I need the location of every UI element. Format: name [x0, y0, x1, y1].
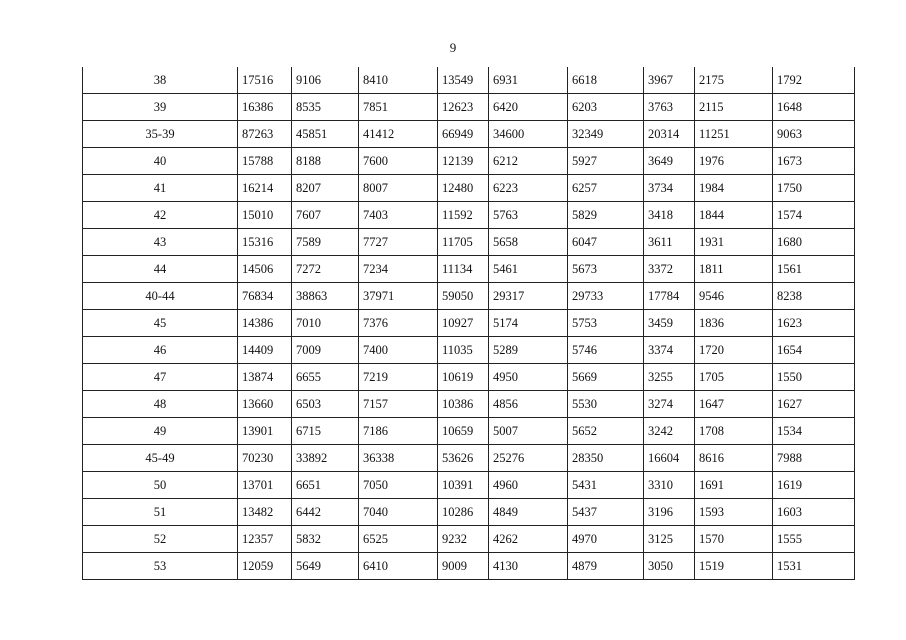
value-cell: 7988: [773, 445, 855, 472]
value-cell: 53626: [438, 445, 489, 472]
value-cell: 4856: [489, 391, 568, 418]
page-number: 9: [449, 40, 457, 55]
value-cell: 1720: [695, 337, 773, 364]
value-cell: 6618: [568, 67, 644, 94]
value-cell: 5174: [489, 310, 568, 337]
value-cell: 7009: [292, 337, 359, 364]
value-cell: 1603: [773, 499, 855, 526]
value-cell: 3372: [644, 256, 695, 283]
value-cell: 3050: [644, 553, 695, 580]
value-cell: 36338: [359, 445, 438, 472]
table-row: [83, 175, 855, 202]
value-cell: 7727: [359, 229, 438, 256]
age-cell: 41: [83, 175, 238, 202]
value-cell: 59050: [438, 283, 489, 310]
value-cell: 4960: [489, 472, 568, 499]
table-row: [83, 526, 855, 553]
value-cell: 1648: [773, 94, 855, 121]
value-cell: 11592: [438, 202, 489, 229]
value-cell: 13482: [238, 499, 292, 526]
value-cell: 3374: [644, 337, 695, 364]
value-cell: 3459: [644, 310, 695, 337]
value-cell: 7851: [359, 94, 438, 121]
value-cell: 5530: [568, 391, 644, 418]
value-cell: 6931: [489, 67, 568, 94]
value-cell: 10286: [438, 499, 489, 526]
value-cell: 7040: [359, 499, 438, 526]
value-cell: 4970: [568, 526, 644, 553]
value-cell: 15788: [238, 148, 292, 175]
value-cell: 1844: [695, 202, 773, 229]
value-cell: 1647: [695, 391, 773, 418]
age-cell: 45: [83, 310, 238, 337]
age-cell: 51: [83, 499, 238, 526]
table-row: [83, 364, 855, 391]
value-cell: 7589: [292, 229, 359, 256]
value-cell: 4130: [489, 553, 568, 580]
value-cell: 7010: [292, 310, 359, 337]
value-cell: 87263: [238, 121, 292, 148]
age-cell: 40: [83, 148, 238, 175]
value-cell: 1593: [695, 499, 773, 526]
value-cell: 9063: [773, 121, 855, 148]
value-cell: 6223: [489, 175, 568, 202]
value-cell: 13660: [238, 391, 292, 418]
table-row: [83, 202, 855, 229]
value-cell: 1750: [773, 175, 855, 202]
value-cell: 13701: [238, 472, 292, 499]
value-cell: 7219: [359, 364, 438, 391]
value-cell: 1627: [773, 391, 855, 418]
value-cell: 41412: [359, 121, 438, 148]
value-cell: 5431: [568, 472, 644, 499]
age-cell: 39: [83, 94, 238, 121]
value-cell: 7403: [359, 202, 438, 229]
value-cell: 14409: [238, 337, 292, 364]
value-cell: 8535: [292, 94, 359, 121]
value-cell: 3611: [644, 229, 695, 256]
value-cell: 9106: [292, 67, 359, 94]
value-cell: 7376: [359, 310, 438, 337]
table-row: [83, 445, 855, 472]
value-cell: 4879: [568, 553, 644, 580]
value-cell: 6410: [359, 553, 438, 580]
age-cell: 40-44: [83, 283, 238, 310]
value-cell: 34600: [489, 121, 568, 148]
value-cell: 16386: [238, 94, 292, 121]
value-cell: 2175: [695, 67, 773, 94]
value-cell: 8188: [292, 148, 359, 175]
value-cell: 13901: [238, 418, 292, 445]
value-cell: 12623: [438, 94, 489, 121]
value-cell: 3242: [644, 418, 695, 445]
value-cell: 1811: [695, 256, 773, 283]
value-cell: 6257: [568, 175, 644, 202]
value-cell: 1673: [773, 148, 855, 175]
age-cell: 50: [83, 472, 238, 499]
value-cell: 3649: [644, 148, 695, 175]
value-cell: 1561: [773, 256, 855, 283]
value-cell: 45851: [292, 121, 359, 148]
value-cell: 7050: [359, 472, 438, 499]
value-cell: 8410: [359, 67, 438, 94]
table-row: [83, 67, 855, 94]
value-cell: 1708: [695, 418, 773, 445]
value-cell: 16604: [644, 445, 695, 472]
value-cell: 1680: [773, 229, 855, 256]
value-cell: 5007: [489, 418, 568, 445]
value-cell: 17516: [238, 67, 292, 94]
value-cell: 5832: [292, 526, 359, 553]
value-cell: 10927: [438, 310, 489, 337]
table-row: [83, 472, 855, 499]
value-cell: 1792: [773, 67, 855, 94]
value-cell: 20314: [644, 121, 695, 148]
value-cell: 17784: [644, 283, 695, 310]
value-cell: 5669: [568, 364, 644, 391]
age-cell: 53: [83, 553, 238, 580]
value-cell: 7600: [359, 148, 438, 175]
value-cell: 1976: [695, 148, 773, 175]
value-cell: 1705: [695, 364, 773, 391]
value-cell: 1654: [773, 337, 855, 364]
value-cell: 10386: [438, 391, 489, 418]
value-cell: 5652: [568, 418, 644, 445]
value-cell: 14386: [238, 310, 292, 337]
value-cell: 1931: [695, 229, 773, 256]
value-cell: 6047: [568, 229, 644, 256]
value-cell: 3255: [644, 364, 695, 391]
table-row: [83, 418, 855, 445]
value-cell: 1550: [773, 364, 855, 391]
value-cell: 10391: [438, 472, 489, 499]
value-cell: 8238: [773, 283, 855, 310]
age-cell: 43: [83, 229, 238, 256]
value-cell: 6420: [489, 94, 568, 121]
value-cell: 9232: [438, 526, 489, 553]
value-cell: 7272: [292, 256, 359, 283]
value-cell: 7186: [359, 418, 438, 445]
value-cell: 13874: [238, 364, 292, 391]
value-cell: 4950: [489, 364, 568, 391]
value-cell: 6651: [292, 472, 359, 499]
value-cell: 1555: [773, 526, 855, 553]
value-cell: 1519: [695, 553, 773, 580]
value-cell: 4849: [489, 499, 568, 526]
value-cell: 9009: [438, 553, 489, 580]
age-cell: 46: [83, 337, 238, 364]
value-cell: 1623: [773, 310, 855, 337]
table-row: [83, 148, 855, 175]
value-cell: 3763: [644, 94, 695, 121]
value-cell: 11134: [438, 256, 489, 283]
value-cell: 1984: [695, 175, 773, 202]
value-cell: 13549: [438, 67, 489, 94]
value-cell: 3125: [644, 526, 695, 553]
value-cell: 3734: [644, 175, 695, 202]
value-cell: 76834: [238, 283, 292, 310]
value-cell: 12139: [438, 148, 489, 175]
value-cell: 6503: [292, 391, 359, 418]
value-cell: 8007: [359, 175, 438, 202]
value-cell: 6525: [359, 526, 438, 553]
value-cell: 6715: [292, 418, 359, 445]
value-cell: 5289: [489, 337, 568, 364]
value-cell: 70230: [238, 445, 292, 472]
value-cell: 3196: [644, 499, 695, 526]
value-cell: 6203: [568, 94, 644, 121]
value-cell: 3310: [644, 472, 695, 499]
value-cell: 7607: [292, 202, 359, 229]
value-cell: 28350: [568, 445, 644, 472]
value-cell: 5461: [489, 256, 568, 283]
value-cell: 5437: [568, 499, 644, 526]
value-cell: 25276: [489, 445, 568, 472]
value-cell: 1574: [773, 202, 855, 229]
value-cell: 5753: [568, 310, 644, 337]
value-cell: 12357: [238, 526, 292, 553]
value-cell: 1534: [773, 418, 855, 445]
value-cell: 11705: [438, 229, 489, 256]
age-cell: 48: [83, 391, 238, 418]
value-cell: 10619: [438, 364, 489, 391]
value-cell: 4262: [489, 526, 568, 553]
value-cell: 1691: [695, 472, 773, 499]
value-cell: 15316: [238, 229, 292, 256]
value-cell: 8616: [695, 445, 773, 472]
age-cell: 38: [83, 67, 238, 94]
table-row: [83, 310, 855, 337]
table-row: [83, 256, 855, 283]
value-cell: 1836: [695, 310, 773, 337]
table-row: [83, 337, 855, 364]
value-cell: 11251: [695, 121, 773, 148]
value-cell: 9546: [695, 283, 773, 310]
table-body: [83, 67, 855, 580]
value-cell: 5829: [568, 202, 644, 229]
value-cell: 5746: [568, 337, 644, 364]
value-cell: 29317: [489, 283, 568, 310]
value-cell: 32349: [568, 121, 644, 148]
value-cell: 12059: [238, 553, 292, 580]
value-cell: 7157: [359, 391, 438, 418]
value-cell: 5673: [568, 256, 644, 283]
value-cell: 1619: [773, 472, 855, 499]
value-cell: 12480: [438, 175, 489, 202]
table-row: [83, 283, 855, 310]
value-cell: 29733: [568, 283, 644, 310]
value-cell: 1531: [773, 553, 855, 580]
value-cell: 3418: [644, 202, 695, 229]
table-row: [83, 121, 855, 148]
age-cell: 44: [83, 256, 238, 283]
age-cell: 52: [83, 526, 238, 553]
value-cell: 6212: [489, 148, 568, 175]
value-cell: 38863: [292, 283, 359, 310]
value-cell: 7234: [359, 256, 438, 283]
value-cell: 33892: [292, 445, 359, 472]
value-cell: 37971: [359, 283, 438, 310]
age-cell: 45-49: [83, 445, 238, 472]
value-cell: 6655: [292, 364, 359, 391]
table-row: [83, 229, 855, 256]
population-table: [82, 67, 855, 580]
value-cell: 14506: [238, 256, 292, 283]
value-cell: 66949: [438, 121, 489, 148]
table-row: [83, 391, 855, 418]
age-cell: 35-39: [83, 121, 238, 148]
value-cell: 11035: [438, 337, 489, 364]
table-row: [83, 553, 855, 580]
value-cell: 15010: [238, 202, 292, 229]
value-cell: 10659: [438, 418, 489, 445]
value-cell: 1570: [695, 526, 773, 553]
age-cell: 42: [83, 202, 238, 229]
value-cell: 3967: [644, 67, 695, 94]
age-cell: 49: [83, 418, 238, 445]
table-row: [83, 94, 855, 121]
value-cell: 5649: [292, 553, 359, 580]
value-cell: 7400: [359, 337, 438, 364]
value-cell: 5927: [568, 148, 644, 175]
table-row: [83, 499, 855, 526]
age-cell: 47: [83, 364, 238, 391]
value-cell: 8207: [292, 175, 359, 202]
value-cell: 5763: [489, 202, 568, 229]
value-cell: 6442: [292, 499, 359, 526]
value-cell: 5658: [489, 229, 568, 256]
value-cell: 2115: [695, 94, 773, 121]
value-cell: 16214: [238, 175, 292, 202]
value-cell: 3274: [644, 391, 695, 418]
